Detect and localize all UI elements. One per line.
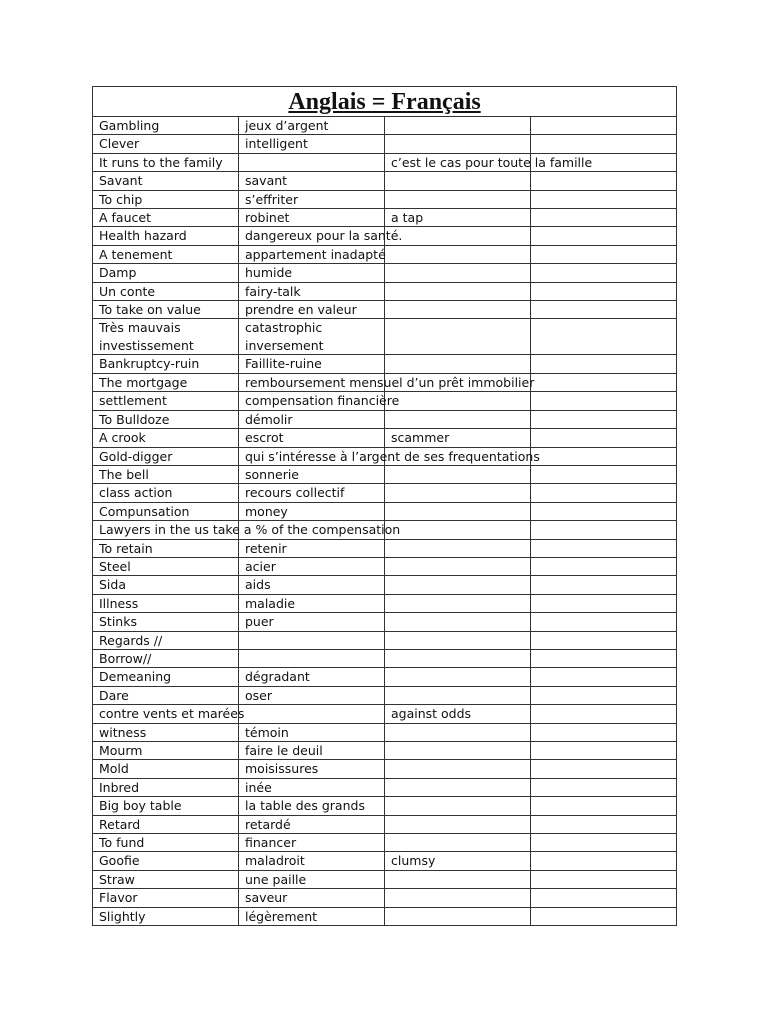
table-row [93, 373, 677, 391]
table-cell-col2: dangereux pour la santé. [239, 227, 385, 245]
table-cell-col2: dégradant [239, 668, 385, 686]
table-cell-col2: maladroit [239, 852, 385, 870]
table-row [93, 705, 677, 723]
table-cell-col2: robinet [239, 209, 385, 227]
table-cell-col2: compensation financière [239, 392, 385, 410]
table-row [93, 117, 677, 135]
table-row [93, 355, 677, 373]
table-cell-col4 [531, 668, 677, 686]
table-row [93, 889, 677, 907]
table-cell-col2: catastrophic inversement [239, 319, 385, 355]
table-cell-col1: Un conte [93, 282, 239, 300]
table-cell-col4 [531, 227, 677, 245]
table-cell-col3 [385, 301, 531, 319]
table-cell-col4 [531, 686, 677, 704]
table-cell-col4 [531, 447, 677, 465]
table-cell-col3 [385, 797, 531, 815]
table-cell-col2: une paille [239, 870, 385, 888]
table-cell-col4 [531, 410, 677, 428]
table-cell-col4 [531, 594, 677, 612]
table-row [93, 797, 677, 815]
table-cell-col2: retardé [239, 815, 385, 833]
table-row [93, 778, 677, 796]
table-cell-col4 [531, 760, 677, 778]
table-row [93, 613, 677, 631]
table-row [93, 576, 677, 594]
table-cell-col2: intelligent [239, 135, 385, 153]
table-cell-col4 [531, 117, 677, 135]
table-cell-col2: maladie [239, 594, 385, 612]
table-cell-col3: scammer [385, 429, 531, 447]
table-cell-col4 [531, 834, 677, 852]
table-cell-col2: escrot [239, 429, 385, 447]
table-cell-col1: Compunsation [93, 502, 239, 520]
table-cell-col4 [531, 815, 677, 833]
table-cell-col4 [531, 209, 677, 227]
table-cell-col1: witness [93, 723, 239, 741]
table-cell-col3 [385, 557, 531, 575]
table-row [93, 521, 677, 539]
table-row [93, 135, 677, 153]
table-cell-col4 [531, 355, 677, 373]
table-cell-col4 [531, 135, 677, 153]
vocabulary-table-body [93, 87, 677, 926]
table-row [93, 410, 677, 428]
table-cell-col2: Faillite-ruine [239, 355, 385, 373]
table-cell-col2: money [239, 502, 385, 520]
table-cell-col3 [385, 594, 531, 612]
table-cell-col3 [385, 907, 531, 925]
table-cell-col4 [531, 557, 677, 575]
table-cell-col4 [531, 319, 677, 355]
table-row [93, 649, 677, 667]
table-row [93, 484, 677, 502]
table-cell-col4 [531, 190, 677, 208]
table-cell-col1: Slightly [93, 907, 239, 925]
table-cell-col2: acier [239, 557, 385, 575]
table-cell-col2: légèrement [239, 907, 385, 925]
table-cell-col3 [385, 190, 531, 208]
table-cell-col1: Demeaning [93, 668, 239, 686]
table-cell-col2: faire le deuil [239, 742, 385, 760]
table-cell-col3: a tap [385, 209, 531, 227]
table-cell-col1: Gambling [93, 117, 239, 135]
table-cell-col3 [385, 521, 531, 539]
table-cell-col4 [531, 723, 677, 741]
table-cell-col2: savant [239, 172, 385, 190]
table-cell-col1: Regards // [93, 631, 239, 649]
table-cell-col1: contre vents et marées [93, 705, 239, 723]
table-cell-col2: puer [239, 613, 385, 631]
table-cell-col4 [531, 245, 677, 263]
table-cell-col2: financer [239, 834, 385, 852]
table-cell-col4 [531, 907, 677, 925]
table-cell-col1: Dare [93, 686, 239, 704]
table-cell-col1: class action [93, 484, 239, 502]
table-cell-col3 [385, 502, 531, 520]
table-cell-col1: A crook [93, 429, 239, 447]
table-cell-col1: Borrow// [93, 649, 239, 667]
table-cell-col1: Clever [93, 135, 239, 153]
table-cell-col3 [385, 484, 531, 502]
table-cell-col3 [385, 742, 531, 760]
table-cell-col3 [385, 319, 531, 355]
table-cell-col1: To retain [93, 539, 239, 557]
table-row [93, 465, 677, 483]
table-cell-col1: Gold-digger [93, 447, 239, 465]
table-cell-col4 [531, 778, 677, 796]
table-row [93, 668, 677, 686]
table-row [93, 852, 677, 870]
table-cell-col2: retenir [239, 539, 385, 557]
table-cell-col2: la table des grands [239, 797, 385, 815]
table-cell-col4 [531, 852, 677, 870]
table-row [93, 319, 677, 355]
table-cell-col1: A tenement [93, 245, 239, 263]
table-cell-col3 [385, 172, 531, 190]
table-cell-col2: humide [239, 264, 385, 282]
table-row [93, 557, 677, 575]
table-cell-col2: moisissures [239, 760, 385, 778]
table-cell-col2: inée [239, 778, 385, 796]
table-cell-col3 [385, 227, 531, 245]
table-row [93, 686, 677, 704]
table-cell-col1: Très mauvais investissement [93, 319, 239, 355]
table-cell-col1: Illness [93, 594, 239, 612]
table-cell-col4 [531, 870, 677, 888]
title-row [93, 87, 677, 117]
table-cell-col2: saveur [239, 889, 385, 907]
table-cell-col1: Lawyers in the us take a % of the compensation [93, 521, 239, 539]
table-cell-col2: jeux d’argent [239, 117, 385, 135]
table-cell-col3 [385, 355, 531, 373]
table-cell-col1: Bankruptcy-ruin [93, 355, 239, 373]
table-row [93, 723, 677, 741]
table-cell-col3 [385, 410, 531, 428]
table-cell-col3 [385, 723, 531, 741]
table-row [93, 447, 677, 465]
table-cell-col4 [531, 705, 677, 723]
table-cell-col1: The bell [93, 465, 239, 483]
table-cell-col1: A faucet [93, 209, 239, 227]
table-cell-col2: oser [239, 686, 385, 704]
table-row [93, 539, 677, 557]
table-cell-col3 [385, 613, 531, 631]
table-cell-col2: fairy-talk [239, 282, 385, 300]
table-cell-col1: Retard [93, 815, 239, 833]
table-cell-col4 [531, 613, 677, 631]
table-row [93, 907, 677, 925]
table-cell-col4 [531, 649, 677, 667]
table-cell-col1: Stinks [93, 613, 239, 631]
table-cell-col1: Savant [93, 172, 239, 190]
table-cell-col3: against odds [385, 705, 531, 723]
table-cell-col4 [531, 742, 677, 760]
table-cell-col3 [385, 686, 531, 704]
table-cell-col2: prendre en valeur [239, 301, 385, 319]
table-cell-col1: Damp [93, 264, 239, 282]
table-cell-col2 [239, 649, 385, 667]
table-cell-col2 [239, 631, 385, 649]
table-cell-col2 [239, 153, 385, 171]
table-cell-col3 [385, 668, 531, 686]
table-cell-col4 [531, 282, 677, 300]
table-row [93, 153, 677, 171]
table-row [93, 227, 677, 245]
table-row [93, 760, 677, 778]
table-row [93, 392, 677, 410]
table-cell-col4 [531, 521, 677, 539]
table-cell-col3 [385, 760, 531, 778]
table-cell-col4 [531, 576, 677, 594]
table-cell-col1: settlement [93, 392, 239, 410]
table-cell-col1: Goofie [93, 852, 239, 870]
table-cell-col2: recours collectif [239, 484, 385, 502]
table-cell-col3 [385, 576, 531, 594]
table-cell-col3 [385, 264, 531, 282]
table-cell-col4 [531, 392, 677, 410]
table-cell-col2: démolir [239, 410, 385, 428]
table-cell-col1: Flavor [93, 889, 239, 907]
table-cell-col1: Health hazard [93, 227, 239, 245]
table-cell-col4 [531, 373, 677, 391]
table-cell-col3 [385, 631, 531, 649]
table-cell-col4 [531, 539, 677, 557]
table-row [93, 502, 677, 520]
table-cell-col4 [531, 484, 677, 502]
table-cell-col4 [531, 502, 677, 520]
table-row [93, 190, 677, 208]
table-row [93, 301, 677, 319]
table-cell-col3 [385, 539, 531, 557]
table-cell-col4 [531, 465, 677, 483]
table-row [93, 870, 677, 888]
table-cell-col3 [385, 778, 531, 796]
table-cell-col2: aids [239, 576, 385, 594]
table-row [93, 209, 677, 227]
table-cell-col1: Steel [93, 557, 239, 575]
table-cell-col3 [385, 282, 531, 300]
table-cell-col2: appartement inadapté [239, 245, 385, 263]
table-cell-col1: The mortgage [93, 373, 239, 391]
table-row [93, 429, 677, 447]
table-cell-col3 [385, 649, 531, 667]
table-cell-col4 [531, 797, 677, 815]
table-row [93, 264, 677, 282]
table-cell-col1: To fund [93, 834, 239, 852]
table-cell-col3: clumsy [385, 852, 531, 870]
table-cell-col2: s’effriter [239, 190, 385, 208]
table-cell-col1: To take on value [93, 301, 239, 319]
table-cell-col3 [385, 834, 531, 852]
table-cell-col2 [239, 705, 385, 723]
table-cell-col4 [531, 264, 677, 282]
table-cell-col1: Mold [93, 760, 239, 778]
table-cell-col1: Sida [93, 576, 239, 594]
table-cell-col4 [531, 172, 677, 190]
table-cell-col1: Straw [93, 870, 239, 888]
table-cell-col2: remboursement mensuel d’un prêt immobilier [239, 373, 385, 391]
table-row [93, 172, 677, 190]
table-row [93, 631, 677, 649]
table-cell-col3 [385, 889, 531, 907]
table-cell-col3 [385, 245, 531, 263]
table-cell-col3 [385, 135, 531, 153]
table-cell-col4 [531, 631, 677, 649]
document-title: Anglais = Français [93, 87, 677, 117]
table-cell-col1: To chip [93, 190, 239, 208]
table-cell-col3 [385, 117, 531, 135]
vocabulary-table [92, 86, 677, 926]
table-cell-col2: qui s’intéresse à l’argent de ses frequentations [239, 447, 385, 465]
table-cell-col3 [385, 465, 531, 483]
table-cell-col4 [531, 301, 677, 319]
table-cell-col4 [531, 429, 677, 447]
table-cell-col1: Mourm [93, 742, 239, 760]
table-row [93, 245, 677, 263]
table-cell-col1: To Bulldoze [93, 410, 239, 428]
table-cell-col1: It runs to the family [93, 153, 239, 171]
table-row [93, 815, 677, 833]
table-cell-col3 [385, 392, 531, 410]
table-cell-col2: sonnerie [239, 465, 385, 483]
table-row [93, 594, 677, 612]
table-row [93, 742, 677, 760]
table-cell-col2: témoin [239, 723, 385, 741]
table-cell-col3: c’est le cas pour toute la famille [385, 153, 531, 171]
table-cell-col1: Inbred [93, 778, 239, 796]
table-row [93, 834, 677, 852]
table-cell-col1: Big boy table [93, 797, 239, 815]
table-cell-col3 [385, 815, 531, 833]
table-row [93, 282, 677, 300]
table-cell-col4 [531, 889, 677, 907]
table-cell-col3 [385, 870, 531, 888]
